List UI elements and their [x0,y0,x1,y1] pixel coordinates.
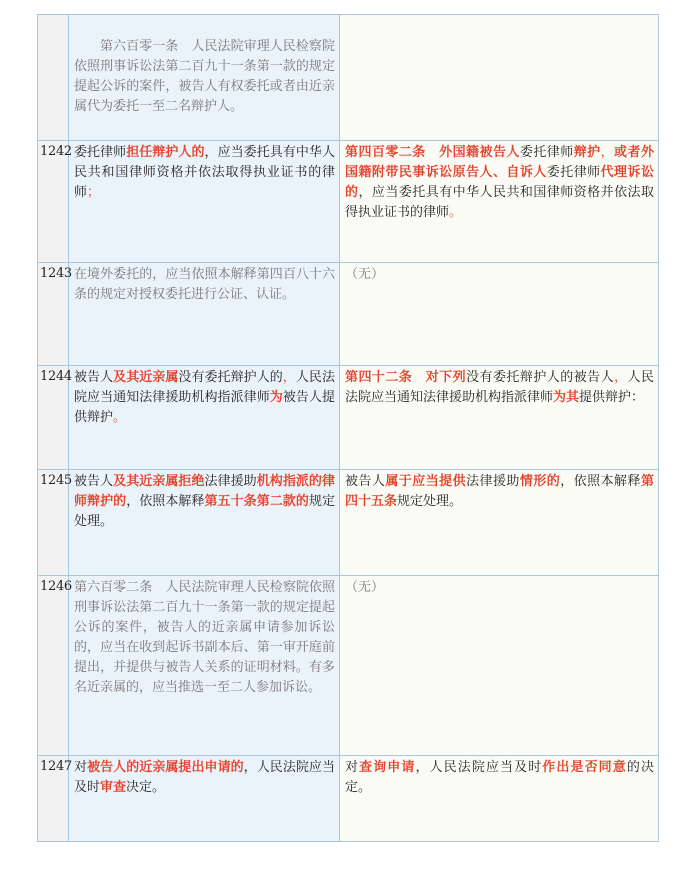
new-text: （无） [345,267,385,282]
text-run: 对 [345,760,360,775]
text-run: 被告人提供辩护 [74,390,335,425]
new-text-cell [340,366,659,470]
text-run: ： [631,390,645,405]
changed-text-run: 第五十条第二款的 [204,494,309,509]
changed-text-run: 。 [113,410,127,425]
text-run: 委托律师 [546,165,601,180]
changed-text-run: 被告人的近亲属提出申请的 [87,760,244,775]
changed-text-run: 审查 [100,780,127,795]
changed-text-run: 第四十二条 对下列 [345,370,467,385]
new-text [345,472,654,512]
text-run: 没有委托辩护人的 [178,370,283,385]
changed-text-run: 作出是否同意 [542,760,627,775]
new-text-cell [340,576,659,756]
new-text-cell [340,141,659,263]
text-run: ，应当委托具有中华人民共和国律师资格并依法取得执业证书的律师 [345,185,654,220]
text-run: 人民法院应当通知法律援助机构指派律师 [74,370,335,405]
new-text [345,143,654,223]
text-run: ，人民法院应当及时 [415,760,543,775]
text-run: 规定处理。 [397,494,463,509]
changed-text-run: ， [282,370,296,385]
changed-text-run: 为其 [553,390,580,405]
old-text-cell [69,15,340,141]
text-run: ，应当委托具有中华人民共和国律师资格并依法取得执业证书的律师 [74,145,335,200]
row-number [38,15,69,141]
new-text: （无） [345,580,385,595]
old-text [74,143,335,203]
changed-text-run: 第四十五条 [345,474,654,509]
row-number: 1244 [38,366,69,470]
text-run: 被告人 [74,370,114,385]
old-text-cell [69,141,340,263]
old-text: 第六百零二条 人民法院审理人民检察院依照刑事诉讼法第二百九十一条第一款的规定提起公诉的案件，被告人的近亲属申请参加诉讼的，应当在收到起诉书副本后、第一审开庭前提出，并提供与被告人关系的证明材料。有多名近亲属的，应当推选一至二人参加诉讼。 [74,580,335,695]
text-run: ，人民法院应当及时 [74,760,335,795]
changed-text-run: 为 [269,390,283,405]
row-number: 1246 [38,576,69,756]
text-run: 委托律师 [74,145,127,160]
changed-text-run: 属于应当提供 [385,474,467,489]
text-run: 的决定。 [345,760,654,795]
new-text [345,368,654,408]
new-text-cell [340,15,659,141]
comparison-table [37,14,659,842]
old-text [74,472,335,532]
table-row [38,756,659,842]
new-text [345,758,654,798]
text-run: 委托律师 [519,145,574,160]
new-text-cell [340,263,659,366]
old-text: 第六百零一条 人民法院审理人民检察院依照刑事诉讼法第二百九十一条第一款的规定提起公诉的案件，被告人有权委托或者由近亲属代为委托一至二名辩护人。 [74,39,335,114]
changed-text-run: 及其近亲属 [113,370,179,385]
table-row [38,576,659,756]
changed-text-run: 查询申请 [359,760,416,775]
text-run: 规定处理。 [74,494,335,529]
text-run: 被告人 [345,474,386,489]
changed-text-run: 第四百零二条 外国籍被告人 [345,145,520,160]
old-text: 在境外委托的，应当依照本解释第四百八十六条的规定对授权委托进行公证、认证。 [74,267,335,302]
text-run: 提供辩护 [579,390,632,405]
old-text-cell [69,576,340,756]
text-run: ，依照本解释 [126,494,205,509]
table-row [38,141,659,263]
table-row [38,366,659,470]
changed-text-run: ； [87,185,101,200]
changed-text-run: 或者外国籍附带民事诉讼原告人、自诉人 [345,145,654,180]
table-row [38,263,659,366]
text-run: 人民法院应当通知法律援助机构指派律师 [345,370,654,405]
old-text [74,758,335,798]
changed-text-run: 担任辩护人的 [126,145,205,160]
text-run: 决定。 [126,780,166,795]
old-text-cell [69,366,340,470]
changed-text-run: 代理诉讼的 [345,165,654,200]
text-run: 没有委托辩护人的被告人 [466,370,615,385]
old-text-cell [69,470,340,576]
table-row [38,470,659,576]
old-text-cell [69,263,340,366]
changed-text-run: 情形的 [519,474,561,489]
text-run: 法律援助 [466,474,520,489]
text-run: 被告人 [74,474,114,489]
changed-text-run: 。 [449,205,463,220]
row-number: 1245 [38,470,69,576]
old-text [74,368,335,428]
row-number: 1242 [38,141,69,263]
changed-text-run: 及其近亲属拒绝 [113,474,205,489]
text-run: 对 [74,760,88,775]
row-number: 1247 [38,756,69,842]
new-text-cell [340,470,659,576]
text-run: ，依照本解释 [560,474,641,489]
changed-text-run: 辩护 [573,145,601,160]
changed-text-run: ， [600,145,615,160]
changed-text-run: 机构指派的律师辩护的 [74,474,335,509]
new-text-cell [340,756,659,842]
changed-text-run: ， [614,370,628,385]
text-run: 法律援助 [204,474,257,489]
row-number: 1243 [38,263,69,366]
table-row [38,15,659,141]
old-text-cell [69,756,340,842]
